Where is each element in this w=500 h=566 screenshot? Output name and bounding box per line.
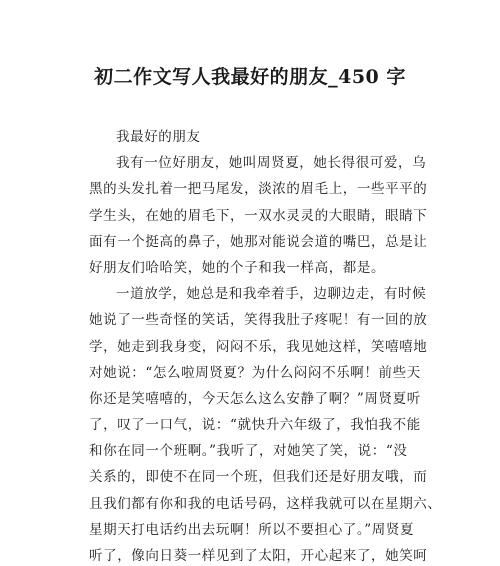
paragraph-line: 学生头，在她的眉毛下，一双水灵灵的大眼睛，眼睛下 [89, 207, 428, 224]
paragraph-first-line: 我最好的朋友 [116, 129, 201, 145]
paragraph-line: 星期天打电话约出去玩啊！所以不要担心了。”周贤夏 [89, 521, 415, 538]
paragraph-line: 听了，像向日葵一样见到了太阳，开心起来了，她笑呵 [89, 548, 428, 564]
paragraph-line: 了，叹了一口气，说：“就快升六年级了，我怕我不能 [89, 417, 421, 434]
paragraph-line: 黑的头发扎着一把马尾发，淡浓的眉毛上，一些平平的 [89, 181, 428, 198]
paragraph-line: 且我们都有你和我的电话号码，这样我就可以在星期六、 [89, 495, 442, 512]
paragraph-line: 对她说：“怎么啦周贤夏？为什么闷闷不乐啊！前些天 [89, 364, 421, 381]
paragraph-first-line: 我有一位好朋友，她叫周贤夏，她长得很可爱，乌 [116, 155, 427, 172]
paragraph-first-line: 一道放学，她总是和我牵着手，边聊边走，有时候 [116, 286, 427, 303]
document-body [89, 124, 442, 566]
paragraph-line: 她说了一些奇怪的笑话，笑得我肚子疼呢！有一回的放 [89, 312, 428, 329]
document-title: 初二作文写人我最好的朋友_450 字 [94, 66, 406, 88]
paragraph-line: 关系的，即使不在同一个班，但我们还是好朋友哦，而 [89, 469, 428, 486]
paragraph-line: 学，她走到我身变，闷闷不乐，我见她这样，笑嘻嘻地 [89, 338, 428, 355]
paragraph-line: 和你在同一个班啊。”我听了，对她笑了笑，说：“没 [89, 443, 408, 460]
paragraph-line: 好朋友们哈哈笑，她的个子和我一样高，都是。 [89, 259, 386, 276]
paragraph-line: 面有一个挺高的鼻子，她那对能说会道的嘴巴，总是让 [89, 233, 428, 250]
paragraph-line: 你还是笑嘻嘻的，今天怎么这么安静了啊？”周贤夏听 [89, 390, 421, 407]
